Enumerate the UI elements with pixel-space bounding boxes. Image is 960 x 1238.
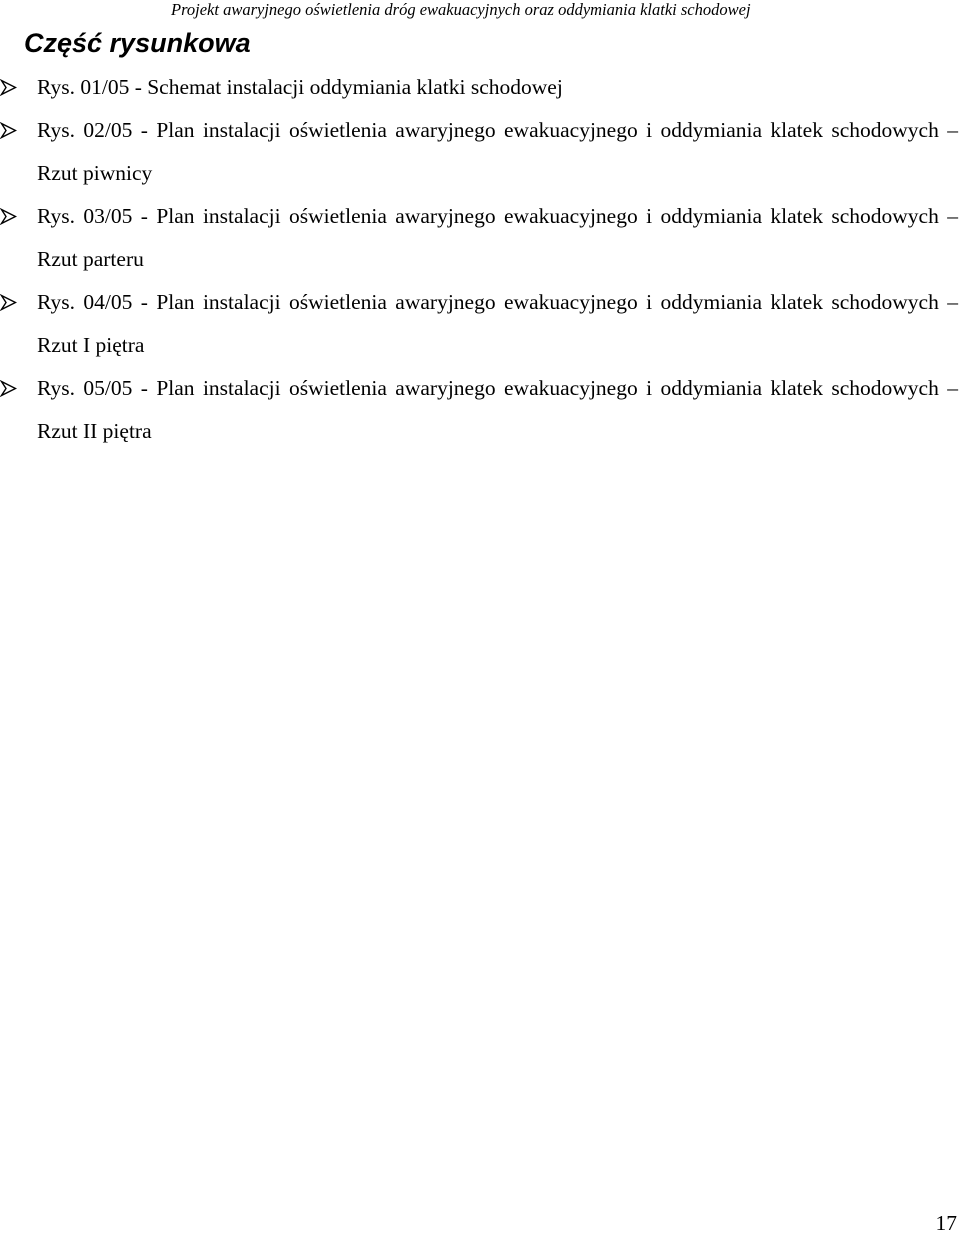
drawing-item-text: Rys. 02/05 - Plan instalacji oświetlenia awaryjnego ewakuacyjnego i oddymiania klatek schodowych – Rzut piwnicy (37, 118, 958, 185)
drawing-item-02 (0, 109, 960, 195)
drawing-item-03 (0, 195, 960, 281)
drawing-item-text: Rys. 05/05 - Plan instalacji oświetlenia awaryjnego ewakuacyjnego i oddymiania klatek schodowych – Rzut II piętra (37, 376, 958, 443)
drawing-item-01 (0, 66, 960, 109)
arrowhead-bullet-icon (0, 79, 17, 96)
drawing-item-text: Rys. 03/05 - Plan instalacji oświetlenia awaryjnego ewakuacyjnego i oddymiania klatek schodowych – Rzut parteru (37, 204, 958, 271)
section-title: Część rysunkowa (24, 28, 251, 58)
page-number: 17 (935, 1211, 957, 1235)
drawing-item-04 (0, 281, 960, 367)
drawing-list (0, 66, 960, 453)
drawing-item-text: Rys. 04/05 - Plan instalacji oświetlenia awaryjnego ewakuacyjnego i oddymiania klatek schodowych – Rzut I piętra (37, 290, 958, 357)
drawing-item-text: Rys. 01/05 - Schemat instalacji oddymiania klatki schodowej (37, 75, 563, 99)
arrowhead-bullet-icon (0, 208, 17, 225)
arrowhead-bullet-icon (0, 294, 17, 311)
arrowhead-bullet-icon (0, 380, 17, 397)
running-header: Projekt awaryjnego oświetlenia dróg ewakuacyjnych oraz oddymiania klatki schodowej (171, 0, 751, 19)
arrowhead-bullet-icon (0, 122, 17, 139)
drawing-item-05 (0, 367, 960, 453)
